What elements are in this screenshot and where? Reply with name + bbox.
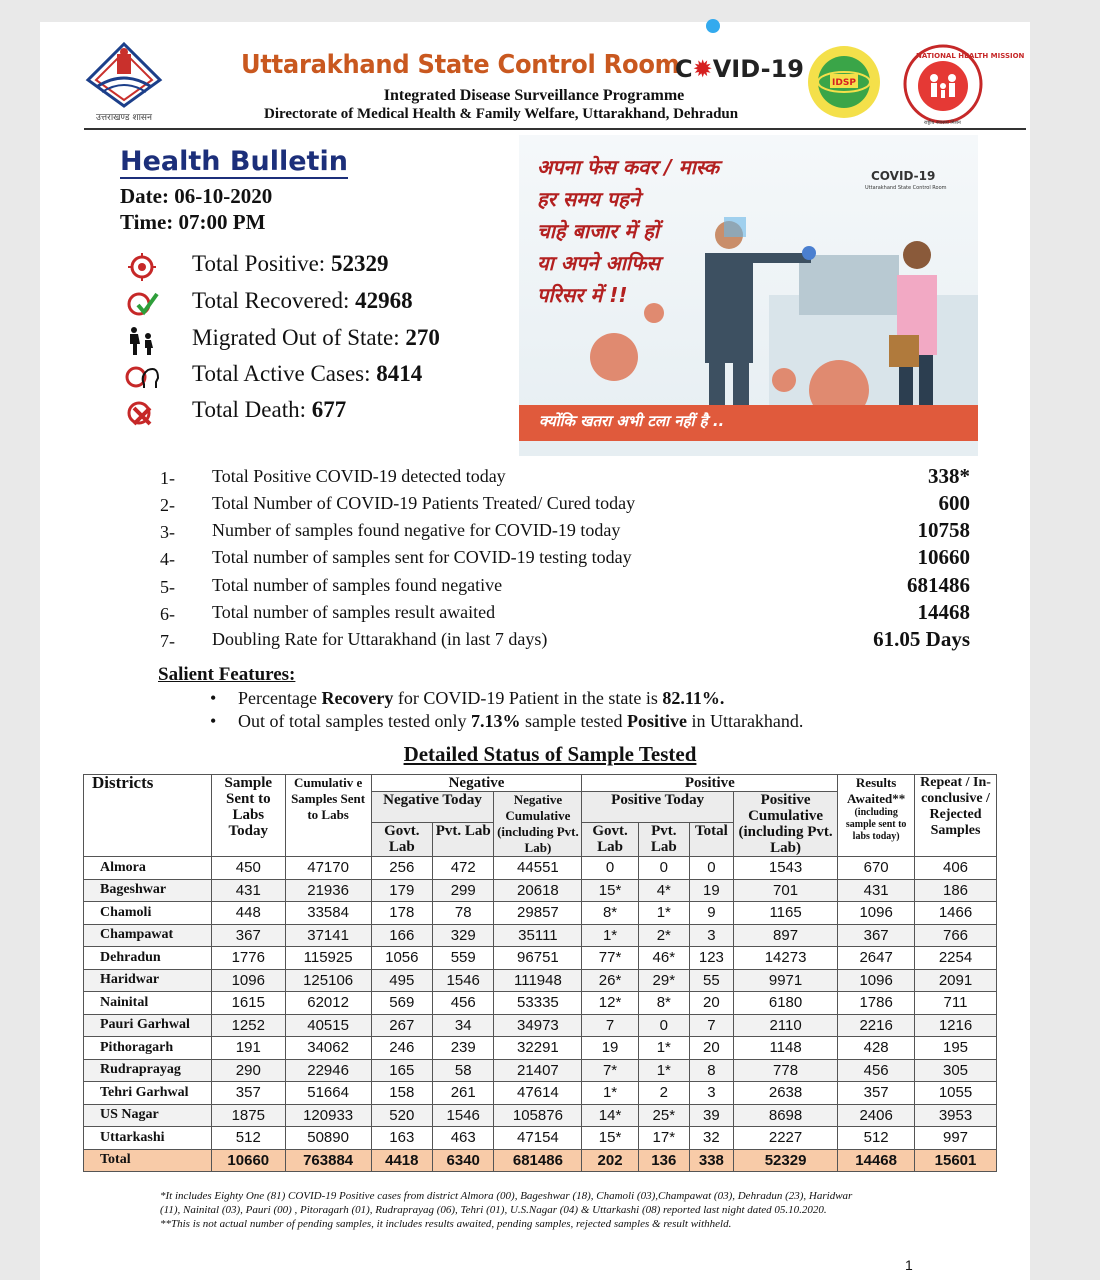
stat-value: 8414 xyxy=(376,361,423,386)
table-row xyxy=(84,947,997,970)
nhm-logo xyxy=(894,42,1025,126)
table-cell: 431 xyxy=(838,879,915,902)
table-cell: 136 xyxy=(638,1149,689,1172)
table-cell: 19 xyxy=(582,1037,638,1060)
nhm-caption: राष्ट्रीय स्वास्थ्य मिशन xyxy=(924,120,961,126)
table-cell: 35111 xyxy=(494,924,582,947)
bullet-text xyxy=(238,711,803,732)
table-cell: 512 xyxy=(211,1127,285,1150)
bullet-dot-icon: • xyxy=(210,688,217,708)
summary-item-number: 4- xyxy=(160,549,175,569)
page-number: 1 xyxy=(905,1257,913,1273)
table-cell: 0 xyxy=(638,857,689,880)
header-positive: Positive xyxy=(582,775,838,792)
table-cell: 1056 xyxy=(371,947,432,970)
table-cell: 125106 xyxy=(285,969,371,992)
table-cell: 8 xyxy=(689,1059,733,1082)
summary-item-number: 5- xyxy=(160,577,175,597)
table-cell: 0 xyxy=(689,857,733,880)
stat-label: Total Active Cases: xyxy=(192,361,377,386)
table-title: Detailed Status of Sample Tested xyxy=(403,742,697,766)
idsp-logo xyxy=(806,44,882,120)
virus-cross-icon xyxy=(124,398,160,428)
table-cell: 2110 xyxy=(733,1014,837,1037)
poster-line: चाहे बाजार में हों xyxy=(537,219,659,243)
table-cell: 357 xyxy=(838,1082,915,1105)
table-row xyxy=(84,1104,997,1127)
footnote-2: (11), Nainital (03), Pauri (00) , Pitoragarh (01), Rudraprayag (06), Tehri (01), U.S.Nagar (04) & Uttarkashi (08) reported last night dated 05.10.2020. xyxy=(160,1204,827,1216)
header-pos-total: Total xyxy=(689,823,733,857)
virus-head-icon xyxy=(124,362,160,392)
header-cumulative-samples: Cumulativ e Samples Sent to Labs xyxy=(285,775,371,857)
table-cell: 766 xyxy=(915,924,997,947)
poster-line: हर समय पहने xyxy=(537,187,640,211)
table-cell: 50890 xyxy=(285,1127,371,1150)
table-cell: 2 xyxy=(638,1082,689,1105)
header-negative-today: Negative Today xyxy=(371,792,494,823)
table-cell: 40515 xyxy=(285,1014,371,1037)
table-cell: 1096 xyxy=(838,902,915,925)
table-cell: 1096 xyxy=(211,969,285,992)
table-cell: 123 xyxy=(689,947,733,970)
table-cell: 166 xyxy=(371,924,432,947)
covid-prefix: C xyxy=(675,55,693,83)
table-cell: 512 xyxy=(838,1127,915,1150)
table-cell: 2406 xyxy=(838,1104,915,1127)
table-cell: 115925 xyxy=(285,947,371,970)
table-row xyxy=(84,1127,997,1150)
table-cell: 456 xyxy=(433,992,494,1015)
district-name-cell: Almora xyxy=(84,857,212,880)
table-cell: 7 xyxy=(582,1014,638,1037)
table-cell: 39 xyxy=(689,1104,733,1127)
table-cell: 202 xyxy=(582,1149,638,1172)
table-cell: 21407 xyxy=(494,1059,582,1082)
header-pos-pvt-lab: Pvt. Lab xyxy=(638,823,689,857)
header-neg-govt-lab: Govt. Lab xyxy=(371,823,432,857)
table-cell: 290 xyxy=(211,1059,285,1082)
table-cell: 1* xyxy=(582,924,638,947)
table-row xyxy=(84,1082,997,1105)
table-cell: 1216 xyxy=(915,1014,997,1037)
table-cell: 14468 xyxy=(838,1149,915,1172)
bulletin-date: Date: 06-10-2020 xyxy=(120,184,273,208)
table-cell: 15601 xyxy=(915,1149,997,1172)
summary-item-number: 2- xyxy=(160,495,175,515)
table-row xyxy=(84,902,997,925)
table-cell: 2216 xyxy=(838,1014,915,1037)
table-cell: 711 xyxy=(915,992,997,1015)
table-cell: 46* xyxy=(638,947,689,970)
table-cell: 4* xyxy=(638,879,689,902)
summary-item-value: 10660 xyxy=(917,545,970,569)
table-cell: 17* xyxy=(638,1127,689,1150)
header-subtitle-1: Integrated Disease Surveillance Programme xyxy=(383,87,685,104)
poster-line: अपना फेस कवर / मास्क xyxy=(537,155,719,179)
table-cell: 1466 xyxy=(915,902,997,925)
table-cell: 14* xyxy=(582,1104,638,1127)
stat-label: Total Death: xyxy=(192,397,312,422)
table-cell: 569 xyxy=(371,992,432,1015)
stat-value: 52329 xyxy=(330,251,389,276)
text-run: sample tested xyxy=(520,711,627,731)
district-name-cell: Champawat xyxy=(84,924,212,947)
stat-value: 270 xyxy=(405,325,440,350)
table-cell: 163 xyxy=(371,1127,432,1150)
table-cell: 1055 xyxy=(915,1082,997,1105)
table-cell: 7 xyxy=(689,1014,733,1037)
table-cell: 20 xyxy=(689,1037,733,1060)
summary-item-value: 10758 xyxy=(917,518,970,542)
summary-item-value: 600 xyxy=(938,491,970,515)
table-cell: 3 xyxy=(689,924,733,947)
stat-total-positive xyxy=(192,251,388,277)
bulletin-time: Time: 07:00 PM xyxy=(120,210,266,234)
summary-item-text: Doubling Rate for Uttarakhand (in last 7 days) xyxy=(212,629,548,649)
idsp-text: IDSP xyxy=(832,78,856,88)
nhm-text: NATIONAL HEALTH MISSION xyxy=(916,52,1025,60)
table-cell: 14273 xyxy=(733,947,837,970)
table-cell: 21936 xyxy=(285,879,371,902)
table-cell: 428 xyxy=(838,1037,915,1060)
district-name-cell: Haridwar xyxy=(84,969,212,992)
table-cell: 0 xyxy=(638,1014,689,1037)
bullet-text xyxy=(238,688,724,709)
table-cell: 329 xyxy=(433,924,494,947)
table-cell: 261 xyxy=(433,1082,494,1105)
table-cell: 305 xyxy=(915,1059,997,1082)
table-cell: 34062 xyxy=(285,1037,371,1060)
table-cell: 670 xyxy=(838,857,915,880)
logo-caption: उत्तराखण्ड शासन xyxy=(95,113,152,123)
table-row xyxy=(84,1037,997,1060)
text-run: Positive xyxy=(626,711,687,731)
table-cell: 299 xyxy=(433,879,494,902)
table-cell: 22946 xyxy=(285,1059,371,1082)
header-pos-govt-lab: Govt. Lab xyxy=(582,823,638,857)
footnote-3: **This is not actual number of pending samples, it includes results awaited, pending samples, rejected samples & result withheld. xyxy=(160,1218,732,1230)
table-row xyxy=(84,992,997,1015)
table-cell: 53335 xyxy=(494,992,582,1015)
table-cell: 51664 xyxy=(285,1082,371,1105)
table-cell: 52329 xyxy=(733,1149,837,1172)
summary-item-number: 3- xyxy=(160,522,175,542)
text-run: for COVID-19 Patient in the state is xyxy=(393,688,663,708)
stat-label: Total Positive: xyxy=(192,251,331,276)
table-cell: 179 xyxy=(371,879,432,902)
table-cell: 1* xyxy=(638,902,689,925)
header-title: Uttarakhand State Control Room xyxy=(241,50,680,80)
table-cell: 1875 xyxy=(211,1104,285,1127)
table-cell: 158 xyxy=(371,1082,432,1105)
table-cell: 778 xyxy=(733,1059,837,1082)
table-cell: 111948 xyxy=(494,969,582,992)
summary-item-number: 6- xyxy=(160,604,175,624)
text-run: Percentage xyxy=(238,688,322,708)
nhm-family-icon xyxy=(894,42,1025,126)
text-run: 7.13% xyxy=(470,711,521,731)
table-cell: 165 xyxy=(371,1059,432,1082)
table-cell: 456 xyxy=(838,1059,915,1082)
district-name-cell: Nainital xyxy=(84,992,212,1015)
table-cell: 338 xyxy=(689,1149,733,1172)
summary-item-text: Total Positive COVID-19 detected today xyxy=(212,466,506,486)
uttarakhand-govt-logo xyxy=(84,40,164,124)
table-cell: 1546 xyxy=(433,969,494,992)
table-cell: 1776 xyxy=(211,947,285,970)
stat-value: 42968 xyxy=(355,288,413,313)
bullet-dot-icon: • xyxy=(210,711,217,731)
covid-suffix: VID-19 xyxy=(712,55,804,83)
table-cell: 37141 xyxy=(285,924,371,947)
table-row xyxy=(84,1014,997,1037)
header-neg-pvt-lab: Pvt. Lab xyxy=(433,823,494,857)
table-cell: 357 xyxy=(211,1082,285,1105)
table-cell: 1148 xyxy=(733,1037,837,1060)
table-cell: 3 xyxy=(689,1082,733,1105)
table-cell: 431 xyxy=(211,879,285,902)
table-row xyxy=(84,969,997,992)
bulletin-title: Health Bulletin xyxy=(120,146,348,177)
table-row xyxy=(84,857,997,880)
table-cell: 406 xyxy=(915,857,997,880)
virus-check-icon xyxy=(124,289,160,319)
scroll-indicator-dot[interactable] xyxy=(706,19,720,33)
table-cell: 367 xyxy=(838,924,915,947)
table-cell: 8* xyxy=(582,902,638,925)
table-cell: 32291 xyxy=(494,1037,582,1060)
sample-status-table xyxy=(83,774,997,1172)
table-cell: 58 xyxy=(433,1059,494,1082)
header-repeat: Repeat / In-conclusive / Rejected Samples xyxy=(915,775,997,857)
summary-item-value: 681486 xyxy=(907,573,970,597)
table-cell: 2647 xyxy=(838,947,915,970)
table-cell: 520 xyxy=(371,1104,432,1127)
district-name-cell: Total xyxy=(84,1149,212,1172)
table-cell: 186 xyxy=(915,879,997,902)
table-cell: 15* xyxy=(582,879,638,902)
district-name-cell: US Nagar xyxy=(84,1104,212,1127)
table-cell: 0 xyxy=(582,857,638,880)
table-cell: 1786 xyxy=(838,992,915,1015)
table-cell: 19 xyxy=(689,879,733,902)
summary-item-text: Total number of samples result awaited xyxy=(212,602,496,622)
stat-total-death xyxy=(192,397,346,423)
table-cell: 1* xyxy=(582,1082,638,1105)
header-negative-cumulative: Negative Cumulative (including Pvt. Lab) xyxy=(494,792,582,857)
table-cell: 32 xyxy=(689,1127,733,1150)
table-cell: 20 xyxy=(689,992,733,1015)
table-cell: 256 xyxy=(371,857,432,880)
table-cell: 495 xyxy=(371,969,432,992)
table-cell: 2* xyxy=(638,924,689,947)
table-cell: 1165 xyxy=(733,902,837,925)
table-cell: 2227 xyxy=(733,1127,837,1150)
table-cell: 15* xyxy=(582,1127,638,1150)
table-cell: 367 xyxy=(211,924,285,947)
header-results-label: Results Awaited** xyxy=(847,775,906,806)
table-cell: 62012 xyxy=(285,992,371,1015)
table-cell: 191 xyxy=(211,1037,285,1060)
district-name-cell: Tehri Garhwal xyxy=(84,1082,212,1105)
district-name-cell: Pauri Garhwal xyxy=(84,1014,212,1037)
virus-icon xyxy=(124,252,160,282)
header-results-sub: (including sample sent to labs today) xyxy=(845,807,907,842)
table-cell: 195 xyxy=(915,1037,997,1060)
table-cell: 8* xyxy=(638,992,689,1015)
footnote-1: *It includes Eighty One (81) COVID-19 Positive cases from district Almora (00), Bageshwar (18), Chamoli (03),Champawat (03), Dehradun (23), Haridwar xyxy=(160,1190,853,1202)
table-cell: 246 xyxy=(371,1037,432,1060)
text-run: Out of total samples tested only xyxy=(238,711,471,731)
table-cell: 25* xyxy=(638,1104,689,1127)
table-cell: 55 xyxy=(689,969,733,992)
header-districts: Districts xyxy=(84,775,212,857)
table-cell: 1* xyxy=(638,1037,689,1060)
district-name-cell: Uttarkashi xyxy=(84,1127,212,1150)
table-cell: 34973 xyxy=(494,1014,582,1037)
table-cell: 2254 xyxy=(915,947,997,970)
table-cell: 44551 xyxy=(494,857,582,880)
table-row xyxy=(84,924,997,947)
table-cell: 472 xyxy=(433,857,494,880)
table-cell: 20618 xyxy=(494,879,582,902)
table-cell: 105876 xyxy=(494,1104,582,1127)
summary-item-text: Total Number of COVID-19 Patients Treated/ Cured today xyxy=(212,493,636,513)
table-cell: 2638 xyxy=(733,1082,837,1105)
table-cell: 29857 xyxy=(494,902,582,925)
table-row xyxy=(84,1059,997,1082)
table-cell: 78 xyxy=(433,902,494,925)
stat-migrated xyxy=(192,325,440,351)
table-cell: 448 xyxy=(211,902,285,925)
table-row xyxy=(84,879,997,902)
table-cell: 26* xyxy=(582,969,638,992)
table-cell: 47154 xyxy=(494,1127,582,1150)
table-cell: 34 xyxy=(433,1014,494,1037)
table-cell: 6340 xyxy=(433,1149,494,1172)
summary-item-value: 338* xyxy=(928,464,970,488)
table-cell: 96751 xyxy=(494,947,582,970)
header-sample-sent: Sample Sent to Labs Today xyxy=(211,775,285,857)
stat-value: 677 xyxy=(311,397,347,422)
table-cell: 47614 xyxy=(494,1082,582,1105)
district-name-cell: Pithoragarh xyxy=(84,1037,212,1060)
table-cell: 559 xyxy=(433,947,494,970)
table-cell: 77* xyxy=(582,947,638,970)
summary-item-text: Number of samples found negative for COVID-19 today xyxy=(212,520,621,540)
table-cell: 8698 xyxy=(733,1104,837,1127)
summary-item-text: Total number of samples sent for COVID-19 testing today xyxy=(212,547,632,567)
table-cell: 1* xyxy=(638,1059,689,1082)
table-cell: 450 xyxy=(211,857,285,880)
stat-label: Migrated Out of State: xyxy=(192,325,406,350)
text-run: in Uttarakhand. xyxy=(686,711,804,731)
table-cell: 897 xyxy=(733,924,837,947)
salient-title: Salient Features: xyxy=(158,664,296,685)
summary-item-value: 14468 xyxy=(917,600,970,624)
header-positive-cumulative: Positive Cumulative (including Pvt. Lab) xyxy=(733,792,837,857)
summary-item-number: 7- xyxy=(160,631,175,651)
poster-band-text: क्योंकि खतरा अभी टला नहीं है .. xyxy=(539,412,725,430)
text-run: Recovery xyxy=(321,688,394,708)
summary-item-number: 1- xyxy=(160,468,175,488)
table-cell: 3953 xyxy=(915,1104,997,1127)
summary-item-text: Total number of samples found negative xyxy=(212,575,503,595)
table-cell: 463 xyxy=(433,1127,494,1150)
poster-covid-logo: COVID-19 xyxy=(871,169,936,183)
district-name-cell: Dehradun xyxy=(84,947,212,970)
table-cell: 701 xyxy=(733,879,837,902)
district-name-cell: Bageshwar xyxy=(84,879,212,902)
table-cell: 4418 xyxy=(371,1149,432,1172)
stat-label: Total Recovered: xyxy=(192,288,356,313)
header-positive-today: Positive Today xyxy=(582,792,733,823)
table-cell: 12* xyxy=(582,992,638,1015)
table-cell: 1615 xyxy=(211,992,285,1015)
virus-o-icon: ✹ xyxy=(692,55,713,83)
district-name-cell: Rudraprayag xyxy=(84,1059,212,1082)
poster-logo-sub: Uttarakhand State Control Room xyxy=(865,185,947,191)
table-total-row xyxy=(84,1149,997,1172)
header-results-awaited xyxy=(838,775,915,857)
table-cell: 6180 xyxy=(733,992,837,1015)
table-cell: 1096 xyxy=(838,969,915,992)
people-walking-icon xyxy=(124,326,160,356)
poster-line: परिसर में !! xyxy=(537,283,628,307)
table-cell: 681486 xyxy=(494,1149,582,1172)
table-cell: 7* xyxy=(582,1059,638,1082)
table-cell: 239 xyxy=(433,1037,494,1060)
table-cell: 47170 xyxy=(285,857,371,880)
header-divider xyxy=(84,128,1026,130)
text-run: 82.11%. xyxy=(662,688,725,708)
table-cell: 9971 xyxy=(733,969,837,992)
mask-awareness-poster xyxy=(519,135,978,456)
table-cell: 1543 xyxy=(733,857,837,880)
table-cell: 997 xyxy=(915,1127,997,1150)
table-cell: 1252 xyxy=(211,1014,285,1037)
header-negative: Negative xyxy=(371,775,582,792)
stat-active-cases xyxy=(192,361,422,387)
table-cell: 120933 xyxy=(285,1104,371,1127)
header-subtitle-2: Directorate of Medical Health & Family Welfare, Uttarakhand, Dehradun xyxy=(264,106,739,122)
table-cell: 178 xyxy=(371,902,432,925)
covid-logo-text xyxy=(675,55,804,83)
stat-total-recovered xyxy=(192,288,413,314)
globe-icon xyxy=(806,44,882,120)
table-cell: 267 xyxy=(371,1014,432,1037)
poster-line: या अपने आफिस xyxy=(537,251,661,275)
table-cell: 10660 xyxy=(211,1149,285,1172)
summary-item-value: 61.05 Days xyxy=(873,627,970,651)
table-cell: 29* xyxy=(638,969,689,992)
district-name-cell: Chamoli xyxy=(84,902,212,925)
table-cell: 9 xyxy=(689,902,733,925)
table-cell: 1546 xyxy=(433,1104,494,1127)
table-cell: 33584 xyxy=(285,902,371,925)
table-cell: 2091 xyxy=(915,969,997,992)
table-cell: 763884 xyxy=(285,1149,371,1172)
